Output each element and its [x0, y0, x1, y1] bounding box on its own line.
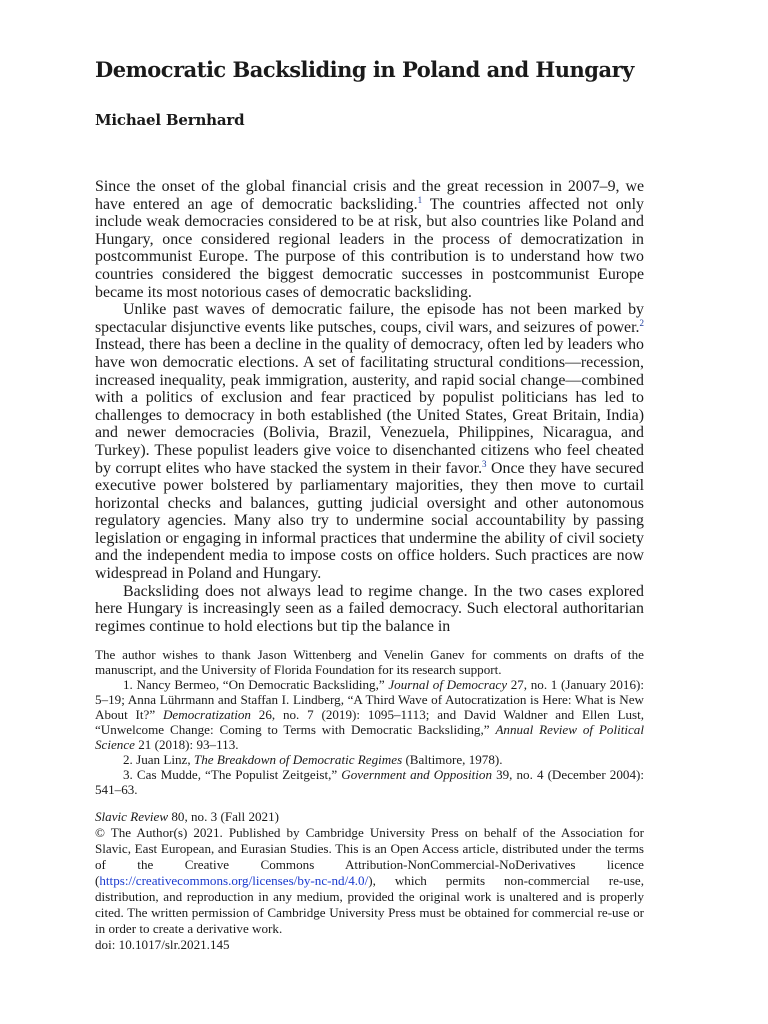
text-run: 3. Cas Mudde, “The Populist Zeitgeist,”: [123, 767, 342, 783]
text-run: 2. Juan Linz,: [123, 752, 194, 768]
journal-issue: [95, 809, 644, 825]
acknowledgment: The author wishes to thank Jason Wittenberg and Venelin Ganev for comments on drafts of the manuscript, and the University of Florida Foundation for its research support.: [95, 647, 644, 678]
publication-info: [95, 809, 644, 953]
author-name: Michael Bernhard: [95, 111, 245, 129]
article-body: [95, 178, 644, 635]
footnote-ref-2[interactable]: 2: [639, 317, 644, 328]
journal-name: Annual Review of Political Science: [95, 722, 644, 753]
text-run: 39, no. 4 (December 2004): 541–63.: [95, 767, 644, 798]
paragraph-1: [95, 178, 644, 301]
footnotes: [95, 647, 644, 797]
text-run: Backsliding does not always lead to regime change. In the two cases explored here Hungary is increasingly seen as a failed democracy. Such electoral authoritarian regimes continue to hold elections but tip the balance in: [95, 582, 644, 635]
text-run: Instead, there has been a decline in the quality of democracy, often led by leaders who have won democratic elections. A set of facilitating structural conditions—recession, increased inequality, peak immigration, austerity, and rapid social change—combined with a politics of exclusion and fear practiced by populist politicians has led to challenges to democracy in both established (the United States, Great Britain, India) and newer democracies (Bolivia, Brazil, Venezuela, Philippines, Nicaragua, and Turkey). These populist leaders give voice to disenchanted citizens who feel cheated by corrupt elites who have stacked the system in their favor.: [95, 336, 644, 477]
copyright-notice: [95, 825, 644, 937]
paragraph-2: [95, 301, 644, 583]
text-run: Once they have secured executive power bolstered by parliamentary majorities, they then move to curtail horizontal checks and balances, gutting judicial oversight and other autonomous regulatory agencies. Many also try to undermine social accountability by passing legislation or engaging in informal practices that undermine the ability of civil society and the independent media to impose costs on office holders. Such practices are now widespread in Poland and Hungary.: [95, 459, 644, 583]
text-run: 21 (2018): 93–113.: [134, 737, 239, 753]
footnote-1: [95, 677, 644, 752]
doi[interactable]: doi: 10.1017/slr.2021.145: [95, 937, 230, 953]
text-run: (Baltimore, 1978).: [402, 752, 503, 768]
issue-info: 80, no. 3 (Fall 2021): [168, 809, 280, 825]
journal-name: Journal of Democracy: [388, 677, 508, 693]
journal-title: Slavic Review: [95, 809, 169, 825]
footnote-ref-1[interactable]: 1: [417, 194, 423, 205]
footnote-2: [95, 752, 644, 767]
text-run: 26, no. 7 (2019): 1095–1113; and David Waldner and Ellen Lust, “Unwelcome Change: Coming to Terms with Democratic Backsliding,”: [95, 707, 644, 738]
text-run: The countries affected not only include weak democracies considered to be at risk, but also countries like Poland and Hungary, once considered regional leaders in the process of democratization in postcommunist Europe. The purpose of this contribution is to understand how two countries considered the biggest democratic successes in postcommunist Europe became its most notorious cases of democratic backsliding.: [95, 195, 644, 301]
text-run: © The Author(s) 2021. Published by Cambridge University Press on behalf of the Association for Slavic, East European, and Eurasian Studies. This is an Open Access article, distributed under the terms of the Creative Commons Attribution-NonCommercial-NoDerivatives licence (: [95, 825, 644, 889]
article-page: [95, 56, 644, 953]
footnote-ref-3[interactable]: 3: [482, 458, 487, 469]
text-run: ), which permits non-commercial re-use, distribution, and reproduction in any medium, provided the original work is unaltered and is properly cited. The written permission of Cambridge University Press must be obtained for commercial re-use or in order to create a derivative work.: [95, 873, 644, 937]
book-title: The Breakdown of Democratic Regimes: [193, 752, 403, 768]
footnote-3: [95, 767, 644, 797]
journal-name: Government and Opposition: [341, 767, 492, 783]
paragraph-3: [95, 583, 644, 636]
journal-name: Democratization: [162, 707, 251, 723]
text-run: 1. Nancy Bermeo, “On Democratic Backsliding,”: [123, 677, 389, 693]
license-link[interactable]: https://creativecommons.org/licenses/by-nc-nd/4.0/: [99, 873, 369, 889]
article-title: Democratic Backsliding in Poland and Hungary: [95, 57, 634, 82]
text-run: Since the onset of the global financial crisis and the great recession in 2007–9, we have entered an age of democratic backsliding.: [95, 178, 644, 213]
text-run: Unlike past waves of democratic failure, the episode has not been marked by spectacular disjunctive events like putsches, coups, civil wars, and seizures of power.: [95, 301, 644, 336]
text-run: 27, no. 1 (January 2016): 5–19; Anna Lührmann and Staffan I. Lindberg, “A Third Wave of Autocratization is Here: What is New About It?”: [95, 677, 644, 723]
